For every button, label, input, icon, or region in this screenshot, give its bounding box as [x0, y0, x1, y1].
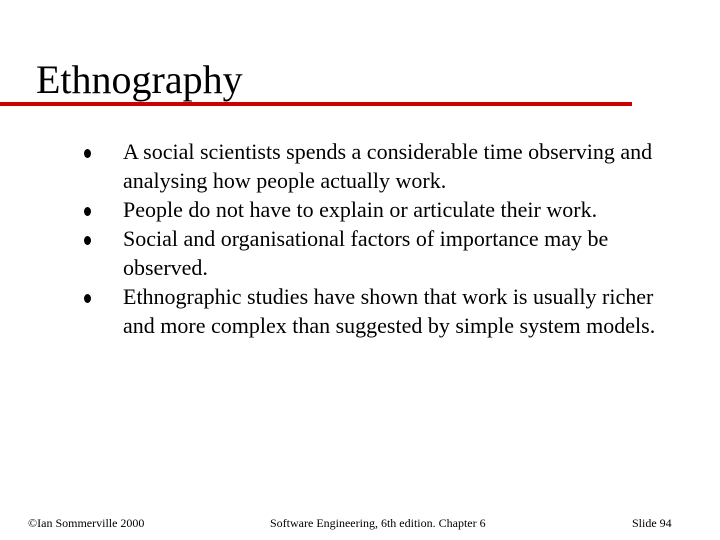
slide-title: Ethnography	[36, 57, 243, 102]
bullet-text: Ethnographic studies have shown that work is usually richer and more complex than suggested by simple system models.	[123, 284, 656, 338]
bullet-icon	[84, 207, 91, 216]
bullet-item	[84, 224, 684, 282]
footer-copyright: ©Ian Sommerville 2000	[28, 516, 145, 530]
bullet-icon	[84, 149, 91, 158]
bullet-item	[84, 137, 684, 195]
bullet-list	[84, 137, 684, 340]
bullet-icon	[84, 294, 91, 303]
bullet-item	[84, 282, 684, 340]
footer-book-title: Software Engineering, 6th edition. Chapter 6	[270, 516, 486, 530]
title-underline-rule	[0, 102, 632, 106]
bullet-text: People do not have to explain or articulate their work.	[123, 197, 598, 222]
bullet-icon	[84, 236, 91, 245]
bullet-text: A social scientists spends a considerable time observing and analysing how people actually work.	[123, 139, 653, 193]
bullet-text: Social and organisational factors of importance may be observed.	[123, 226, 609, 280]
bullet-item	[84, 195, 684, 224]
footer-slide-number: Slide 94	[632, 516, 672, 530]
